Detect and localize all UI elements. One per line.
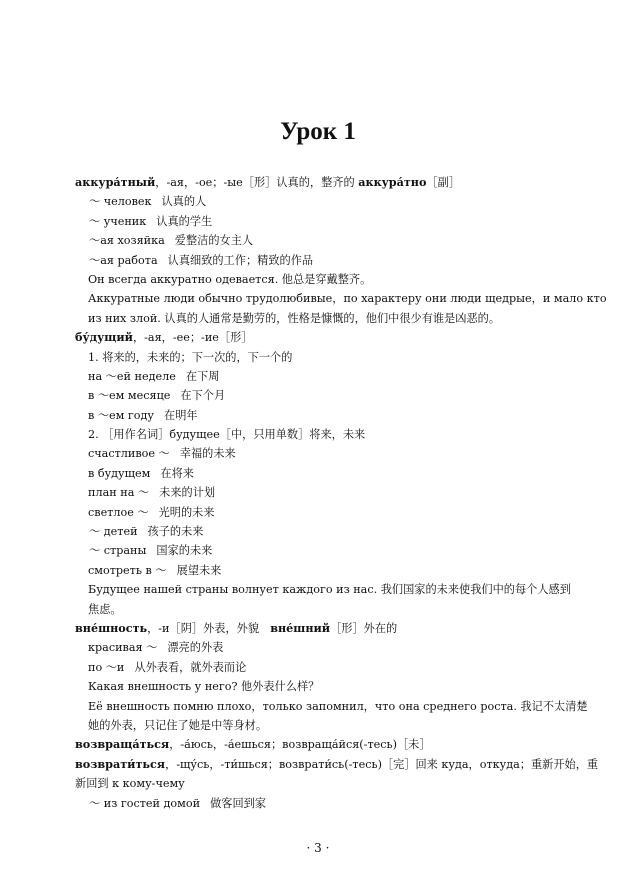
phrase-translation: 漂亮的外表: [167, 641, 224, 655]
example-line: из них злой. 认真的人通常是勤劳的，性格是慷慨的，他们中很少有谁是凶恶的。: [88, 311, 501, 325]
example-line: Её внешность помню плохо，только запомнил，что она среднего роста. 我记不太清楚: [88, 699, 588, 713]
phrase-russian: светлое ～: [88, 505, 149, 519]
phrase-line: [75, 464, 570, 483]
entry-text: ［形］外在的: [330, 621, 398, 635]
entry-text: ，-ая，-ее；-ие［形］: [132, 331, 253, 345]
phrase-line: [75, 212, 570, 231]
phrase-russian: ～ая работа: [89, 253, 158, 267]
phrase-line: [75, 251, 570, 270]
example-line: 她的外表，只记住了她是中等身材。: [88, 718, 268, 732]
phrase-line: [75, 561, 570, 580]
phrase-translation: 幸福的未来: [179, 447, 236, 461]
phrase-translation: 在将来: [160, 466, 194, 480]
phrase-translation: 从外表看，就外表而论: [134, 660, 247, 674]
headword: аккура́тный: [75, 175, 156, 189]
phrase-translation: 认真细致的工作；精致的作品: [167, 253, 314, 267]
page-title: Урок 1: [280, 118, 356, 145]
entry-text: ，-ая，-ое；-ые［形］认真的，整齐的: [155, 176, 359, 189]
example-line: 2. ［用作名词］будущее［中，只用单数］将来，未来: [88, 428, 366, 442]
headword: аккура́тно: [358, 175, 427, 189]
phrase-line: [75, 367, 570, 386]
example-line: Он всегда аккуратно одевается. 他总是穿戴整齐。: [88, 272, 372, 286]
phrase-line: [75, 503, 570, 522]
phrase-translation: 国家的未来: [156, 544, 213, 558]
example-line: 1. 将来的，未来的；下一次的，下一个的: [88, 350, 293, 364]
phrase-translation: 光明的未来: [158, 505, 215, 519]
phrase-russian: смотреть в ～: [88, 563, 167, 577]
phrase-russian: на ～ей неделе: [88, 369, 176, 383]
phrase-line: [75, 192, 570, 211]
phrase-translation: 展望未来: [176, 563, 222, 577]
phrase-translation: 在明年: [164, 408, 198, 422]
phrase-russian: в ～ем году: [88, 408, 154, 422]
entry-headword-line: [75, 173, 570, 192]
phrase-line: [75, 483, 570, 502]
headword: вне́шний: [270, 620, 331, 635]
phrase-russian: ～ из гостей домой: [89, 796, 201, 810]
phrase-translation: 做客回到家: [210, 796, 267, 810]
phrase-russian: в будущем: [88, 466, 151, 480]
entry-text: ［副］: [426, 176, 461, 189]
headword: возвраща́ться: [75, 737, 170, 752]
phrase-russian: ～ детей: [89, 525, 138, 539]
phrase-translation: 认真的人: [161, 195, 207, 209]
entry-headword-line: [75, 735, 570, 754]
entry-text: ，-и［阴］外表，外貌: [147, 621, 271, 635]
example-line: 焦虑。: [88, 602, 122, 616]
phrase-translation: 在下周: [185, 369, 220, 383]
phrase-russian: по ～и: [88, 660, 125, 674]
example-line: Будущее нашей страны волнует каждого из нас. 我们国家的未来使我们中的每个人感到: [88, 583, 571, 597]
dictionary-content: [75, 173, 607, 813]
phrase-line: [75, 658, 570, 677]
phrase-russian: красивая ～: [88, 641, 158, 655]
entry-text: 新回到 к кому-чему: [75, 777, 185, 791]
entry-headword-line: [75, 774, 570, 793]
entry-headword-line: [75, 619, 570, 638]
headword: бу́дущий: [75, 330, 133, 345]
phrase-russian: ～ страны: [89, 544, 147, 558]
phrase-russian: ～ человек: [89, 195, 152, 209]
entry-headword-line: [75, 755, 599, 774]
phrase-translation: 未来的计划: [159, 486, 216, 500]
phrase-line: [75, 638, 570, 657]
entry-text: ，-щу́сь，-ти́шься；возврати́сь(-тесь)［完］回来 куда，откуда；重新开始，重: [165, 757, 599, 771]
headword: возврати́ться: [75, 756, 166, 771]
phrase-line: [75, 231, 570, 250]
phrase-line: [75, 541, 570, 560]
entry-headword-line: [75, 328, 570, 347]
phrase-russian: план на ～: [88, 486, 150, 500]
phrase-russian: счастливое ～: [88, 447, 170, 461]
page-number: · 3 ·: [306, 841, 330, 855]
entry-text: ，-а́юсь，-а́ешься；возвраща́йся(-тесь)［未］: [169, 738, 431, 752]
example-line: Аккуратные люди обычно трудолюбивые，по характеру они люди щедрые，и мало кто: [88, 292, 607, 306]
phrase-line: [75, 406, 570, 425]
phrase-translation: 孩子的未来: [147, 525, 204, 539]
phrase-line: [75, 444, 570, 463]
phrase-russian: ～ая хозяйка: [89, 234, 165, 248]
phrase-translation: 爱整洁的女主人: [174, 234, 254, 248]
phrase-line: [75, 522, 570, 541]
phrase-russian: в ～ем месяце: [88, 389, 171, 403]
phrase-line: [75, 386, 570, 405]
phrase-line: [75, 794, 570, 813]
example-line: Какая внешность у него? 他外表什么样？: [88, 680, 320, 694]
phrase-translation: 在下个月: [180, 389, 226, 403]
headword: вне́шность: [75, 620, 148, 635]
phrase-russian: ～ ученик: [89, 214, 147, 228]
phrase-translation: 认真的学生: [156, 214, 213, 228]
